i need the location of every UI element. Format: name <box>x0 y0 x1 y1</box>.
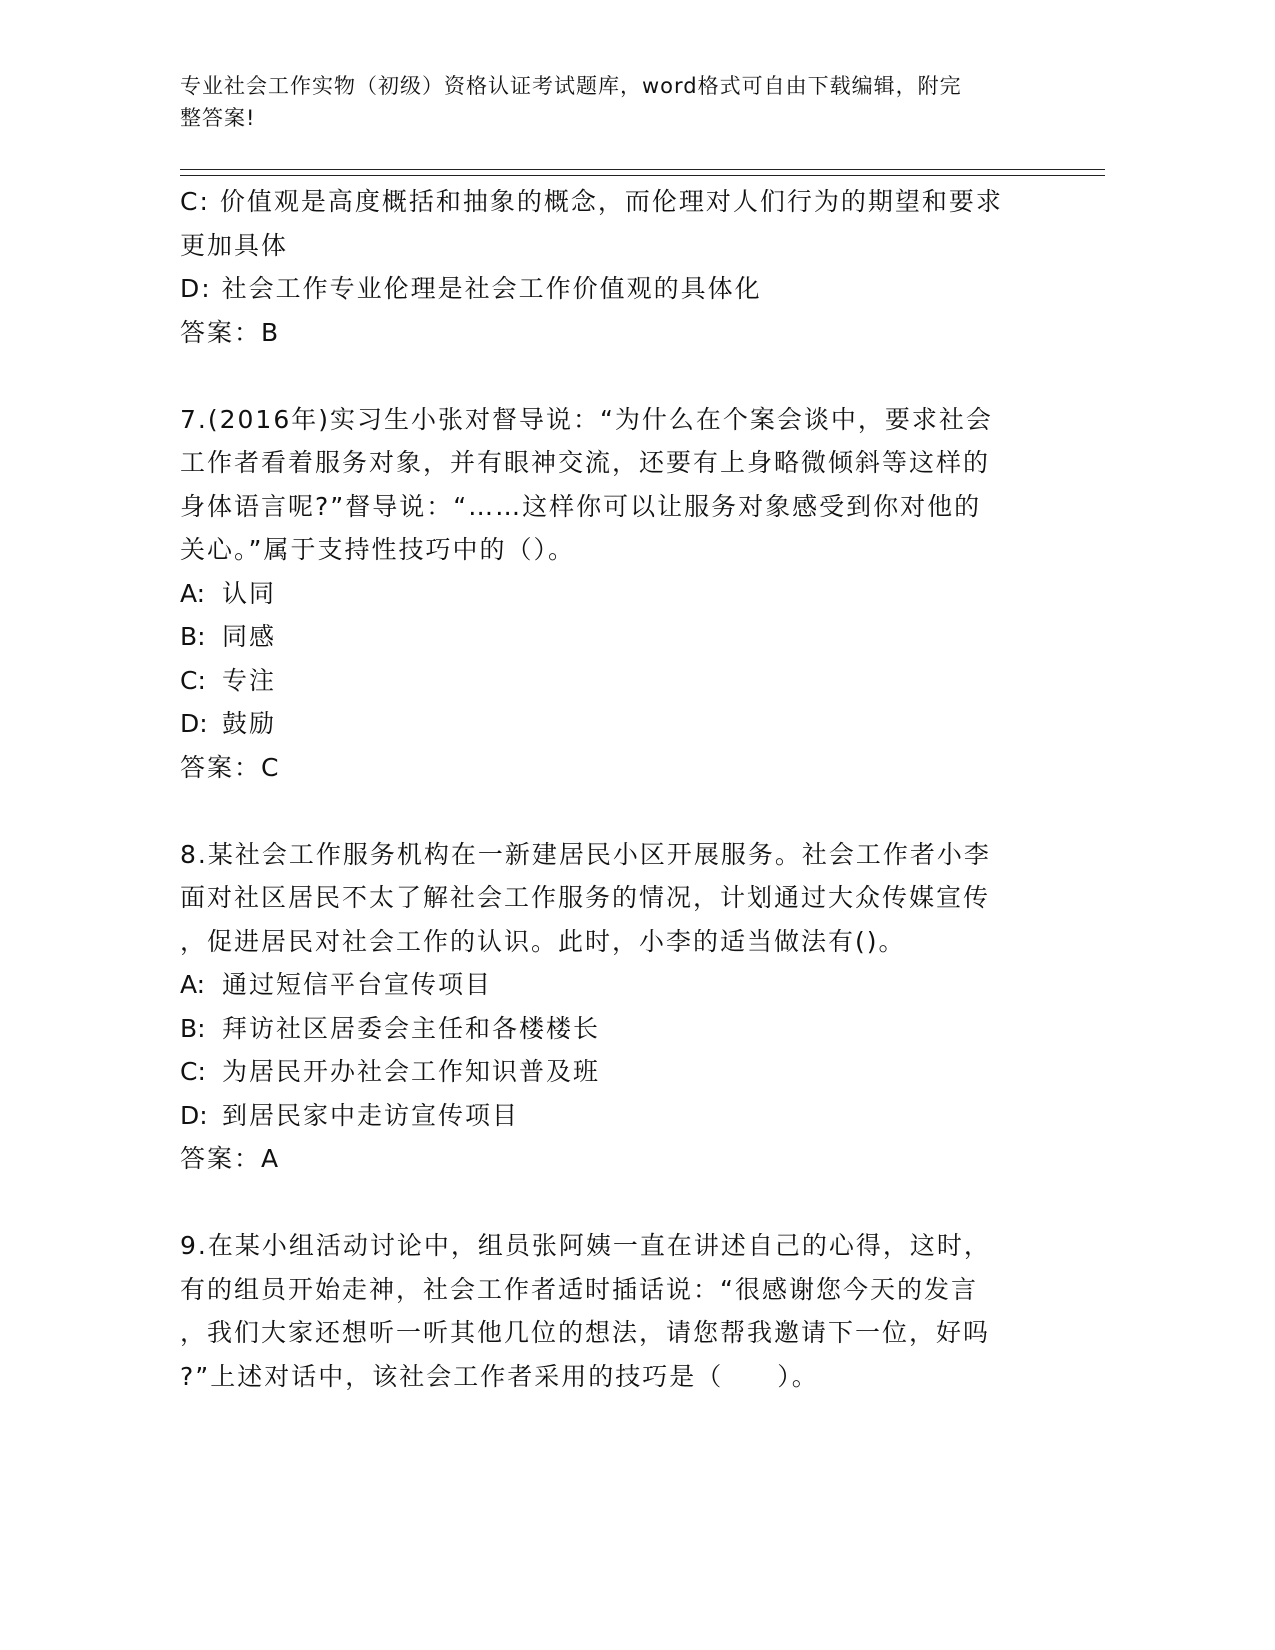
option-b <box>180 1007 1050 1051</box>
option-d <box>180 702 1050 746</box>
option-letter: B: <box>180 622 206 651</box>
option-a <box>180 572 1050 616</box>
header-rule-top <box>180 169 1105 170</box>
option-text: 通过短信平台宣传项目 <box>222 970 493 999</box>
option-text: 价值观是高度概括和抽象的概念，而伦理对人们行为的期望和要求 <box>219 187 1003 216</box>
answer-line <box>180 311 1050 355</box>
option-d <box>180 267 1050 311</box>
question-stem-line: 身体语言呢?”督导说：“……这样你可以让服务对象感受到你对他的 <box>180 491 982 521</box>
header-rule-bottom <box>180 175 1105 176</box>
answer-label: 答案： <box>180 752 262 782</box>
option-letter: C: <box>180 665 206 695</box>
option-letter: C: <box>180 187 210 216</box>
question-stem-line: ，我们大家还想听一听其他几位的想法，请您帮我邀请下一位，好吗 <box>180 1318 991 1347</box>
header-line-1: 专业社会工作实物（初级）资格认证考试题库，word格式可自由下载编辑，附完 <box>180 74 962 98</box>
option-letter: A: <box>180 970 206 999</box>
answer-label: 答案： <box>180 317 262 347</box>
answer-value: A <box>261 1144 279 1173</box>
option-letter: C: <box>180 1057 206 1086</box>
option-c <box>180 659 1050 703</box>
option-a <box>180 963 1050 1007</box>
option-text: 到居民家中走访宣传项目 <box>222 1100 520 1130</box>
option-text: 社会工作专业伦理是社会工作价值观的具体化 <box>221 274 762 303</box>
option-letter: A: <box>180 578 206 608</box>
question-stem-line: 9.在某小组活动讨论中，组员张阿姨一直在讲述自己的心得，这时， <box>180 1231 991 1260</box>
question-9 <box>180 1224 1050 1398</box>
spacer <box>180 1181 1050 1225</box>
question-stem-line: ?”上述对话中，该社会工作者采用的技巧是（ ）。 <box>180 1361 819 1391</box>
question-8 <box>180 833 1050 1181</box>
document-body <box>180 180 1050 1398</box>
question-6-continuation <box>180 180 1050 354</box>
option-letter: D: <box>180 709 208 738</box>
spacer <box>180 789 1050 833</box>
option-text: 为居民开办社会工作知识普及班 <box>222 1057 601 1086</box>
option-letter: D: <box>180 274 212 303</box>
option-d <box>180 1094 1050 1138</box>
spacer <box>180 354 1050 398</box>
option-c <box>180 180 1050 224</box>
question-stem-line: 关心。”属于支持性技巧中的（）。 <box>180 535 575 564</box>
option-b <box>180 615 1050 659</box>
question-stem-line: 7.(2016年)实习生小张对督导说：“为什么在个案会谈中，要求社会 <box>180 404 993 434</box>
question-stem-line: 工作者看着服务对象，并有眼神交流，还要有上身略微倾斜等这样的 <box>180 448 991 477</box>
option-c-wrap: 更加具体 <box>180 230 289 260</box>
document-header <box>180 70 1040 134</box>
option-letter: D: <box>180 1100 208 1130</box>
option-letter: B: <box>180 1013 206 1043</box>
question-stem-line: ，促进居民对社会工作的认识。此时，小李的适当做法有()。 <box>180 926 906 956</box>
option-text: 拜访社区居委会主任和各楼楼长 <box>222 1013 601 1043</box>
answer-line <box>180 1137 1050 1181</box>
question-stem-line: 8.某社会工作服务机构在一新建居民小区开展服务。社会工作者小李 <box>180 839 991 869</box>
question-stem-line: 面对社区居民不太了解社会工作服务的情况，计划通过大众传媒宣传 <box>180 883 991 912</box>
option-c <box>180 1050 1050 1094</box>
answer-label: 答案： <box>180 1144 262 1173</box>
option-text: 认同 <box>222 578 277 608</box>
question-stem-line: 有的组员开始走神，社会工作者适时插话说：“很感谢您今天的发言 <box>180 1274 978 1304</box>
option-text: 专注 <box>222 665 277 695</box>
option-text: 同感 <box>222 622 277 651</box>
header-line-2: 整答案! <box>180 106 256 130</box>
answer-value: B <box>261 317 279 347</box>
answer-line <box>180 746 1050 790</box>
option-text: 鼓励 <box>222 709 277 738</box>
answer-value: C <box>261 752 279 782</box>
question-7 <box>180 398 1050 790</box>
